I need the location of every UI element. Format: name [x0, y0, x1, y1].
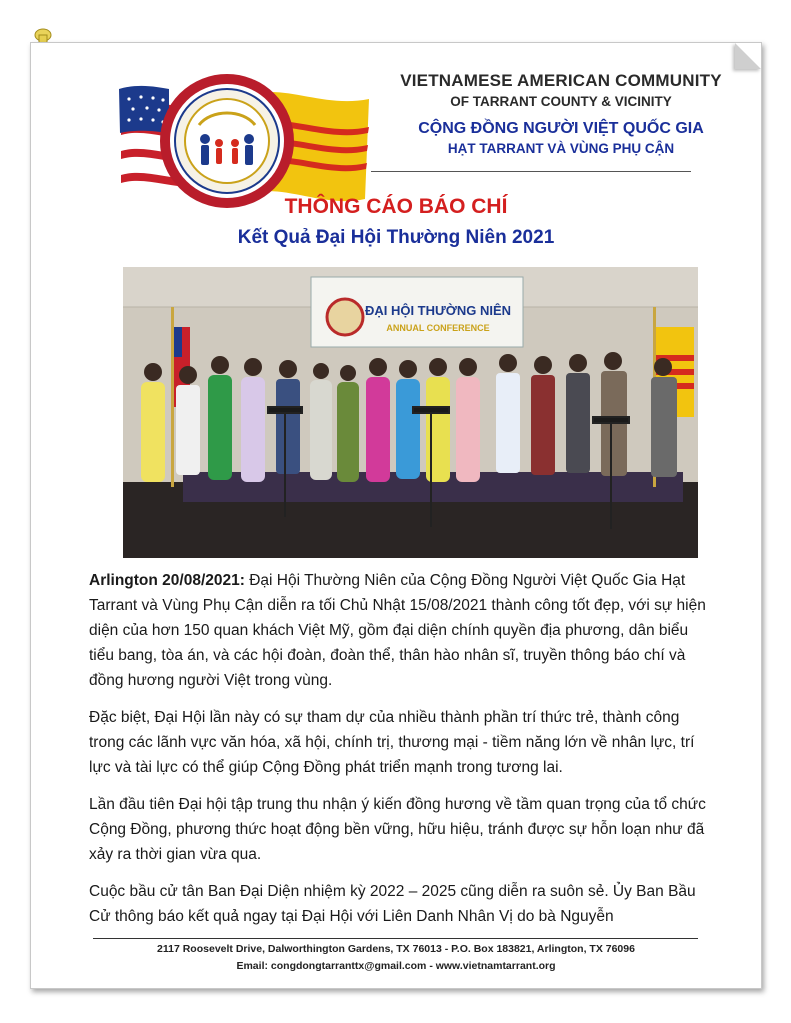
event-photo: [123, 267, 698, 558]
press-release-page: [30, 42, 762, 989]
paragraph-3: Lần đầu tiên Đại hội tập trung thu nhận ý kiến đồng hương về tầm quan trọng của tổ chức Cộng Đồng, phương thức hoạt động bền vững, hữu hiệu, tránh được sự hỗn loạn như đã xảy ra thời gian vừa qua.: [89, 796, 706, 863]
paragraph-4: Cuộc bầu cử tân Ban Đại Diện nhiệm kỳ 2022 – 2025 cũng diễn ra suôn sẻ. Ủy Ban Bầu Cử thông báo kết quả ngay tại Đại Hội với Liên Danh Nhân Vị do bà Nguyễn: [89, 883, 696, 925]
press-release-title: THÔNG CÁO BÁO CHÍ: [284, 195, 508, 218]
banner-subtitle-text: ANNUAL CONFERENCE: [386, 323, 490, 333]
org-name-en: VIETNAMESE AMERICAN COMMUNITY: [400, 71, 722, 90]
footer-divider: [93, 938, 698, 939]
org-region-vi: HẠT TARRANT VÀ VÙNG PHỤ CẬN: [447, 141, 675, 156]
footer-contact: Email: congdongtarranttx@gmail.com - www.vietnamtarrant.org: [236, 960, 556, 972]
page-curl: [735, 43, 761, 69]
org-region-en: OF TARRANT COUNTY & VICINITY: [450, 94, 672, 109]
event-photo-illustration: [123, 267, 698, 558]
paragraph-2: Đặc biệt, Đại Hội lần này có sự tham dự của nhiều thành phần trí thức trẻ, thành công trong các lãnh vực văn hóa, xã hội, chính trị, thương mại - tiềm năng lớn về nhân lực, trí lực và tài lực có thể giúp Cộng Đồng phát triển mạnh trong tương lai.: [89, 709, 695, 776]
paragraph-1-text: Đại Hội Thường Niên của Cộng Đồng Người Việt Quốc Gia Hạt Tarrant và Vùng Phụ Cận diễn ra tối Chủ Nhật 15/08/2021 thành công tốt đẹp, với sự hiện diện của hơn 150 quan khách Việt Mỹ, gồm đại diện chính quyền địa phương, dân biểu tiểu bang, tòa án, và các hội đoàn, đoàn thể, thân hào nhân sĩ, truyền thông báo chí và đồng hương người Việt trong vùng.: [89, 572, 706, 689]
press-release-subtitle: Kết Quả Đại Hội Thường Niên 2021: [237, 227, 555, 248]
paragraph-1: [89, 568, 709, 693]
community-logo: [119, 69, 369, 211]
dateline: Arlington 20/08/2021:: [89, 572, 245, 589]
banner-title-text: ĐẠI HỘI THƯỜNG NIÊN: [364, 303, 512, 318]
header-divider: [371, 171, 691, 172]
org-name-vi: CỘNG ĐỒNG NGƯỜI VIỆT QUỐC GIA: [418, 120, 704, 137]
organization-header: [376, 71, 746, 156]
footer-address: 2117 Roosevelt Drive, Dalworthington Gardens, TX 76013 - P.O. Box 183821, Arlington, TX 76096: [157, 943, 635, 955]
press-release-body: [89, 568, 709, 941]
